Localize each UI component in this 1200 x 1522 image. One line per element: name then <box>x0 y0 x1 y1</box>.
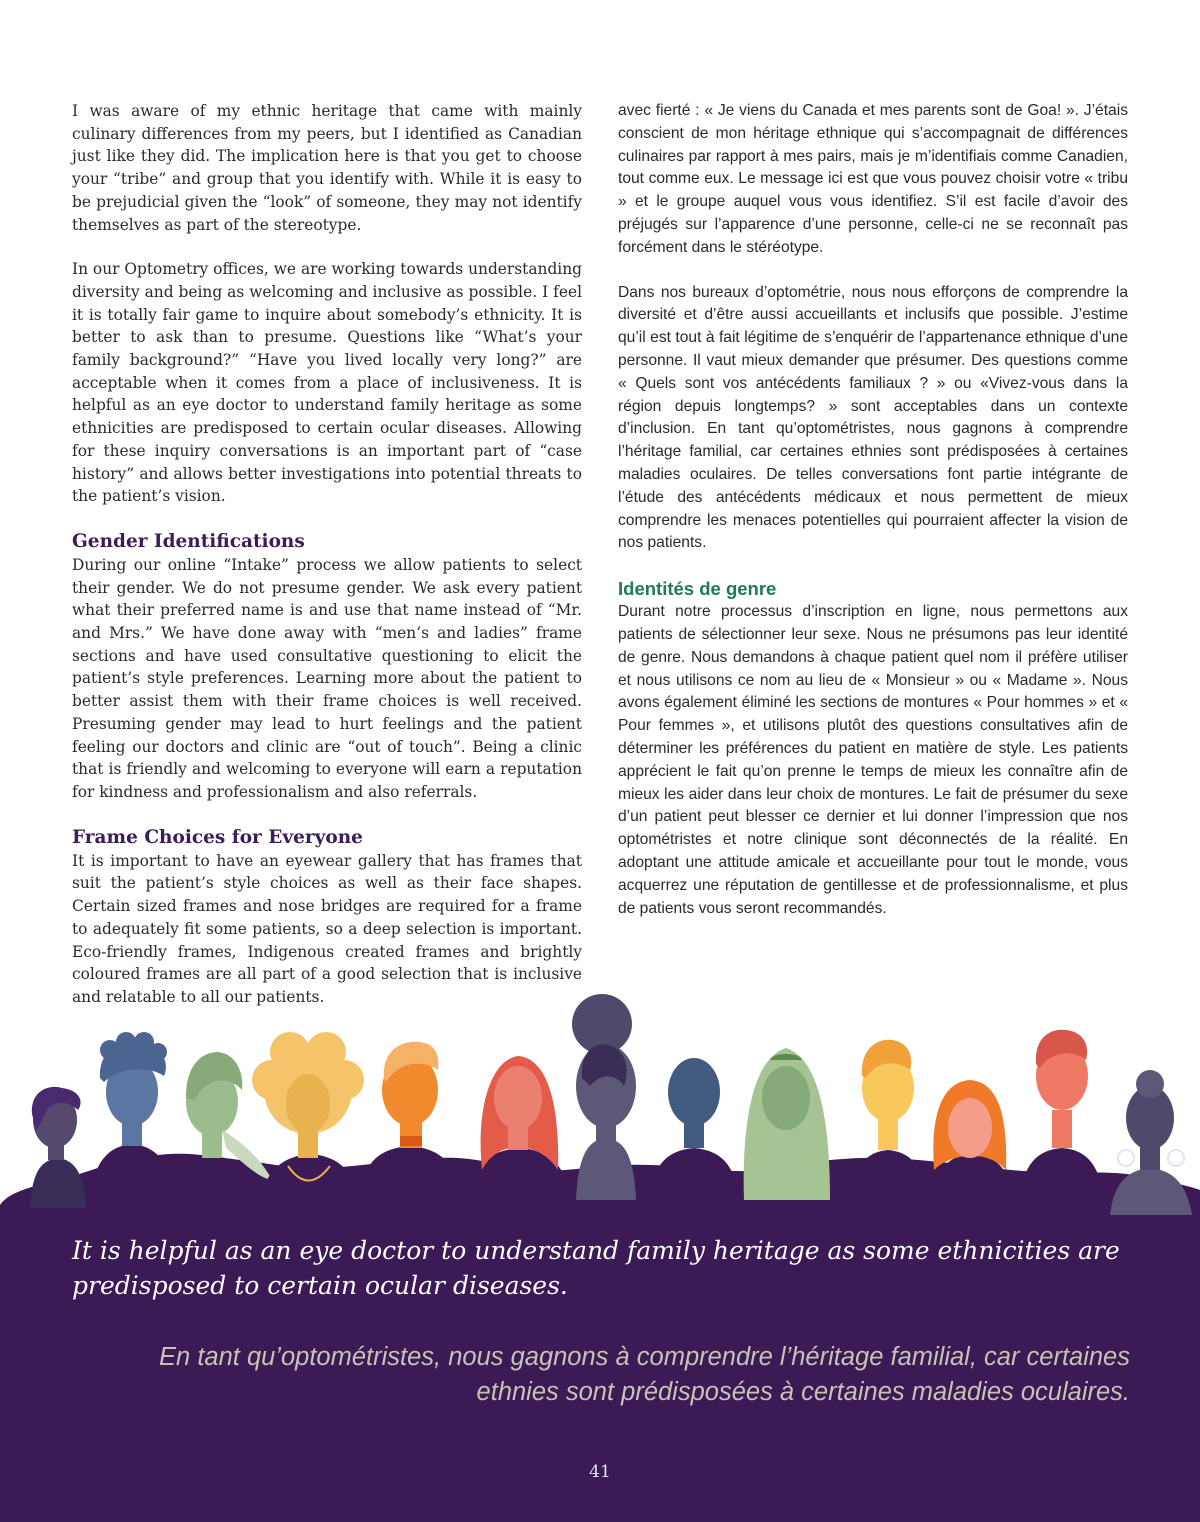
person-13 <box>1110 1070 1192 1215</box>
english-column <box>72 100 582 1031</box>
english-paragraph-heritage: I was aware of my ethnic heritage that came with mainly culinary differences from my peers, but I identified as Canadian just like they did. The implication here is that you get to choose your “tribe” and group that you identify with. While it is easy to be prejudicial given the “look” of someone, they may not identify themselves as part of the stereotype. <box>72 102 582 234</box>
diverse-people-illustration <box>0 990 1200 1250</box>
person-2 <box>90 1032 176 1205</box>
person-7 <box>572 994 636 1200</box>
english-paragraph-frames: It is important to have an eyewear gallery that has frames that suit the patient’s style choices as well as their face shapes. Certain sized frames and nose bridges are required for a frame to adequately fit some patients, so a deep selection is important. Eco-friendly frames, Indigenous created frames and brightly coloured frames are all part of a good selection that is inclusive and relatable to all our patients. <box>72 851 582 1006</box>
french-paragraph-heritage: avec fierté : « Je viens du Canada et mes parents sont de Goa! ». J’étais conscient de mon héritage ethnique qui s’accompagnait de différences culinaires par rapport à mes pairs, mais je m’identifiais comme Canadien, tout comme eux. Le message ici est que vous pouvez choisir votre « tribu » et le groupe auquel vous vous identifiez. S’il est facile d’avoir des préjugés sur l’apparence d’une personne, celle-ci ne se reconnaît pas forcément dans le stéréotype. <box>618 102 1128 256</box>
english-paragraph-gender: During our online “Intake” process we allow patients to select their gender. We do not presume gender. We ask every patient what their preferred name is and use that name instead of “Mr. and Mrs.” We have done away with “men’s and ladies” frame sections and have used consultative questioning to elicit the patient’s style preferences. Learning more about the patient to better assist them with their frame choices is well received. Presuming gender may lead to hurt feelings and the patient feeling our doctors and clinic are “out of touch”. Being a clinic that is friendly and welcoming to everyone will earn a reputation for kindness and professionalism and also referrals. <box>72 555 582 801</box>
french-column <box>618 100 1128 942</box>
person-11 <box>932 1080 1014 1205</box>
person-5 <box>360 1042 460 1195</box>
heading-identites-de-genre: Identités de genre <box>618 578 777 600</box>
french-paragraph-gender: Durant notre processus d’inscription en ligne, nous permettons aux patients de sélectionner leur sexe. Nous ne présumons pas leur identité de genre. Nous demandons à chaque patient quel nom il préfère utiliser et nous utilisons ce nom au lieu de « Monsieur » ou « Madame ». Nous avons également éliminé les sections de montures « Pour hommes » et « Pour femmes », et utilisons plutôt des questions consultatives afin de déterminer les préférences du patient en matière de style. Les patients apprécient le fait qu’on prenne le temps de mieux les connaître afin de mieux les aider dans leur choix de montures. Le fait de présumer du sexe d’un patient peut blesser ce dernier et lui donner l’impression que nos optométristes et notre clinique sont déconnectés de la réalité. En adoptant une attitude amicale et accueillante pour tout le monde, vous acquerrez une réputation de gentillesse et de professionnalisme, et plus de patients vous seront recommandés. <box>618 603 1128 917</box>
pull-quote-english: It is helpful as an eye doctor to understand family heritage as some ethnicities are predisposed to certain ocular diseases. <box>72 1236 1120 1300</box>
heading-gender-identifications: Gender Identifications <box>72 530 305 552</box>
heading-frame-choices: Frame Choices for Everyone <box>72 826 363 848</box>
french-paragraph-optometry-offices: Dans nos bureaux d’optométrie, nous nous efforçons de comprendre la diversité et d’être aussi accueillants et inclusifs que possible. J’estime qu’il est tout à fait légitime de s’enquérir de l’appartenance ethnique d’une personne. Il vaut mieux demander que présumer. Des questions comme « Quels sont vos antécédents familiaux ? » ou «Vivez-vous dans la région depuis longtemps? » sont acceptables dans un contexte d’inclusion. En tant qu’optométristes, nous gagnons à comprendre l’héritage familial, car certaines ethnies sont prédisposées à certaines maladies oculaires. De telles conversations font partie intégrante de l’étude des antécédents médicaux et nous permettent de mieux comprendre les menaces potentielles qui pourraient affecter la vision de nos patients. <box>618 283 1128 552</box>
person-12 <box>1018 1030 1106 1208</box>
person-9 <box>744 1048 830 1200</box>
person-10 <box>850 1040 928 1205</box>
english-paragraph-optometry-offices: In our Optometry offices, we are working towards understanding diversity and being as welcoming and inclusive as possible. I feel it is totally fair game to inquire about somebody’s ethnicity. It is better to ask than to presume. Questions like “What’s your family background?” “Have you lived locally very long?” are acceptable when it comes from a place of inclusiveness. It is helpful as an eye doctor to understand family heritage as some ethnicities are predisposed to certain ocular diseases. Allowing for these inquiry conversations is an important part of “case history” and allows better investigations into potential threats to the patient’s vision. <box>72 260 582 506</box>
person-1 <box>30 1087 86 1208</box>
page-number: 41 <box>589 1462 611 1482</box>
person-8 <box>650 1058 738 1195</box>
pull-quote-french: En tant qu’optométristes, nous gagnons à comprendre l’héritage familial, car certaines ethnies sont prédisposées à certaines maladies oculaires. <box>159 1343 1130 1406</box>
person-4 <box>252 1032 364 1210</box>
person-6 <box>468 1056 570 1200</box>
